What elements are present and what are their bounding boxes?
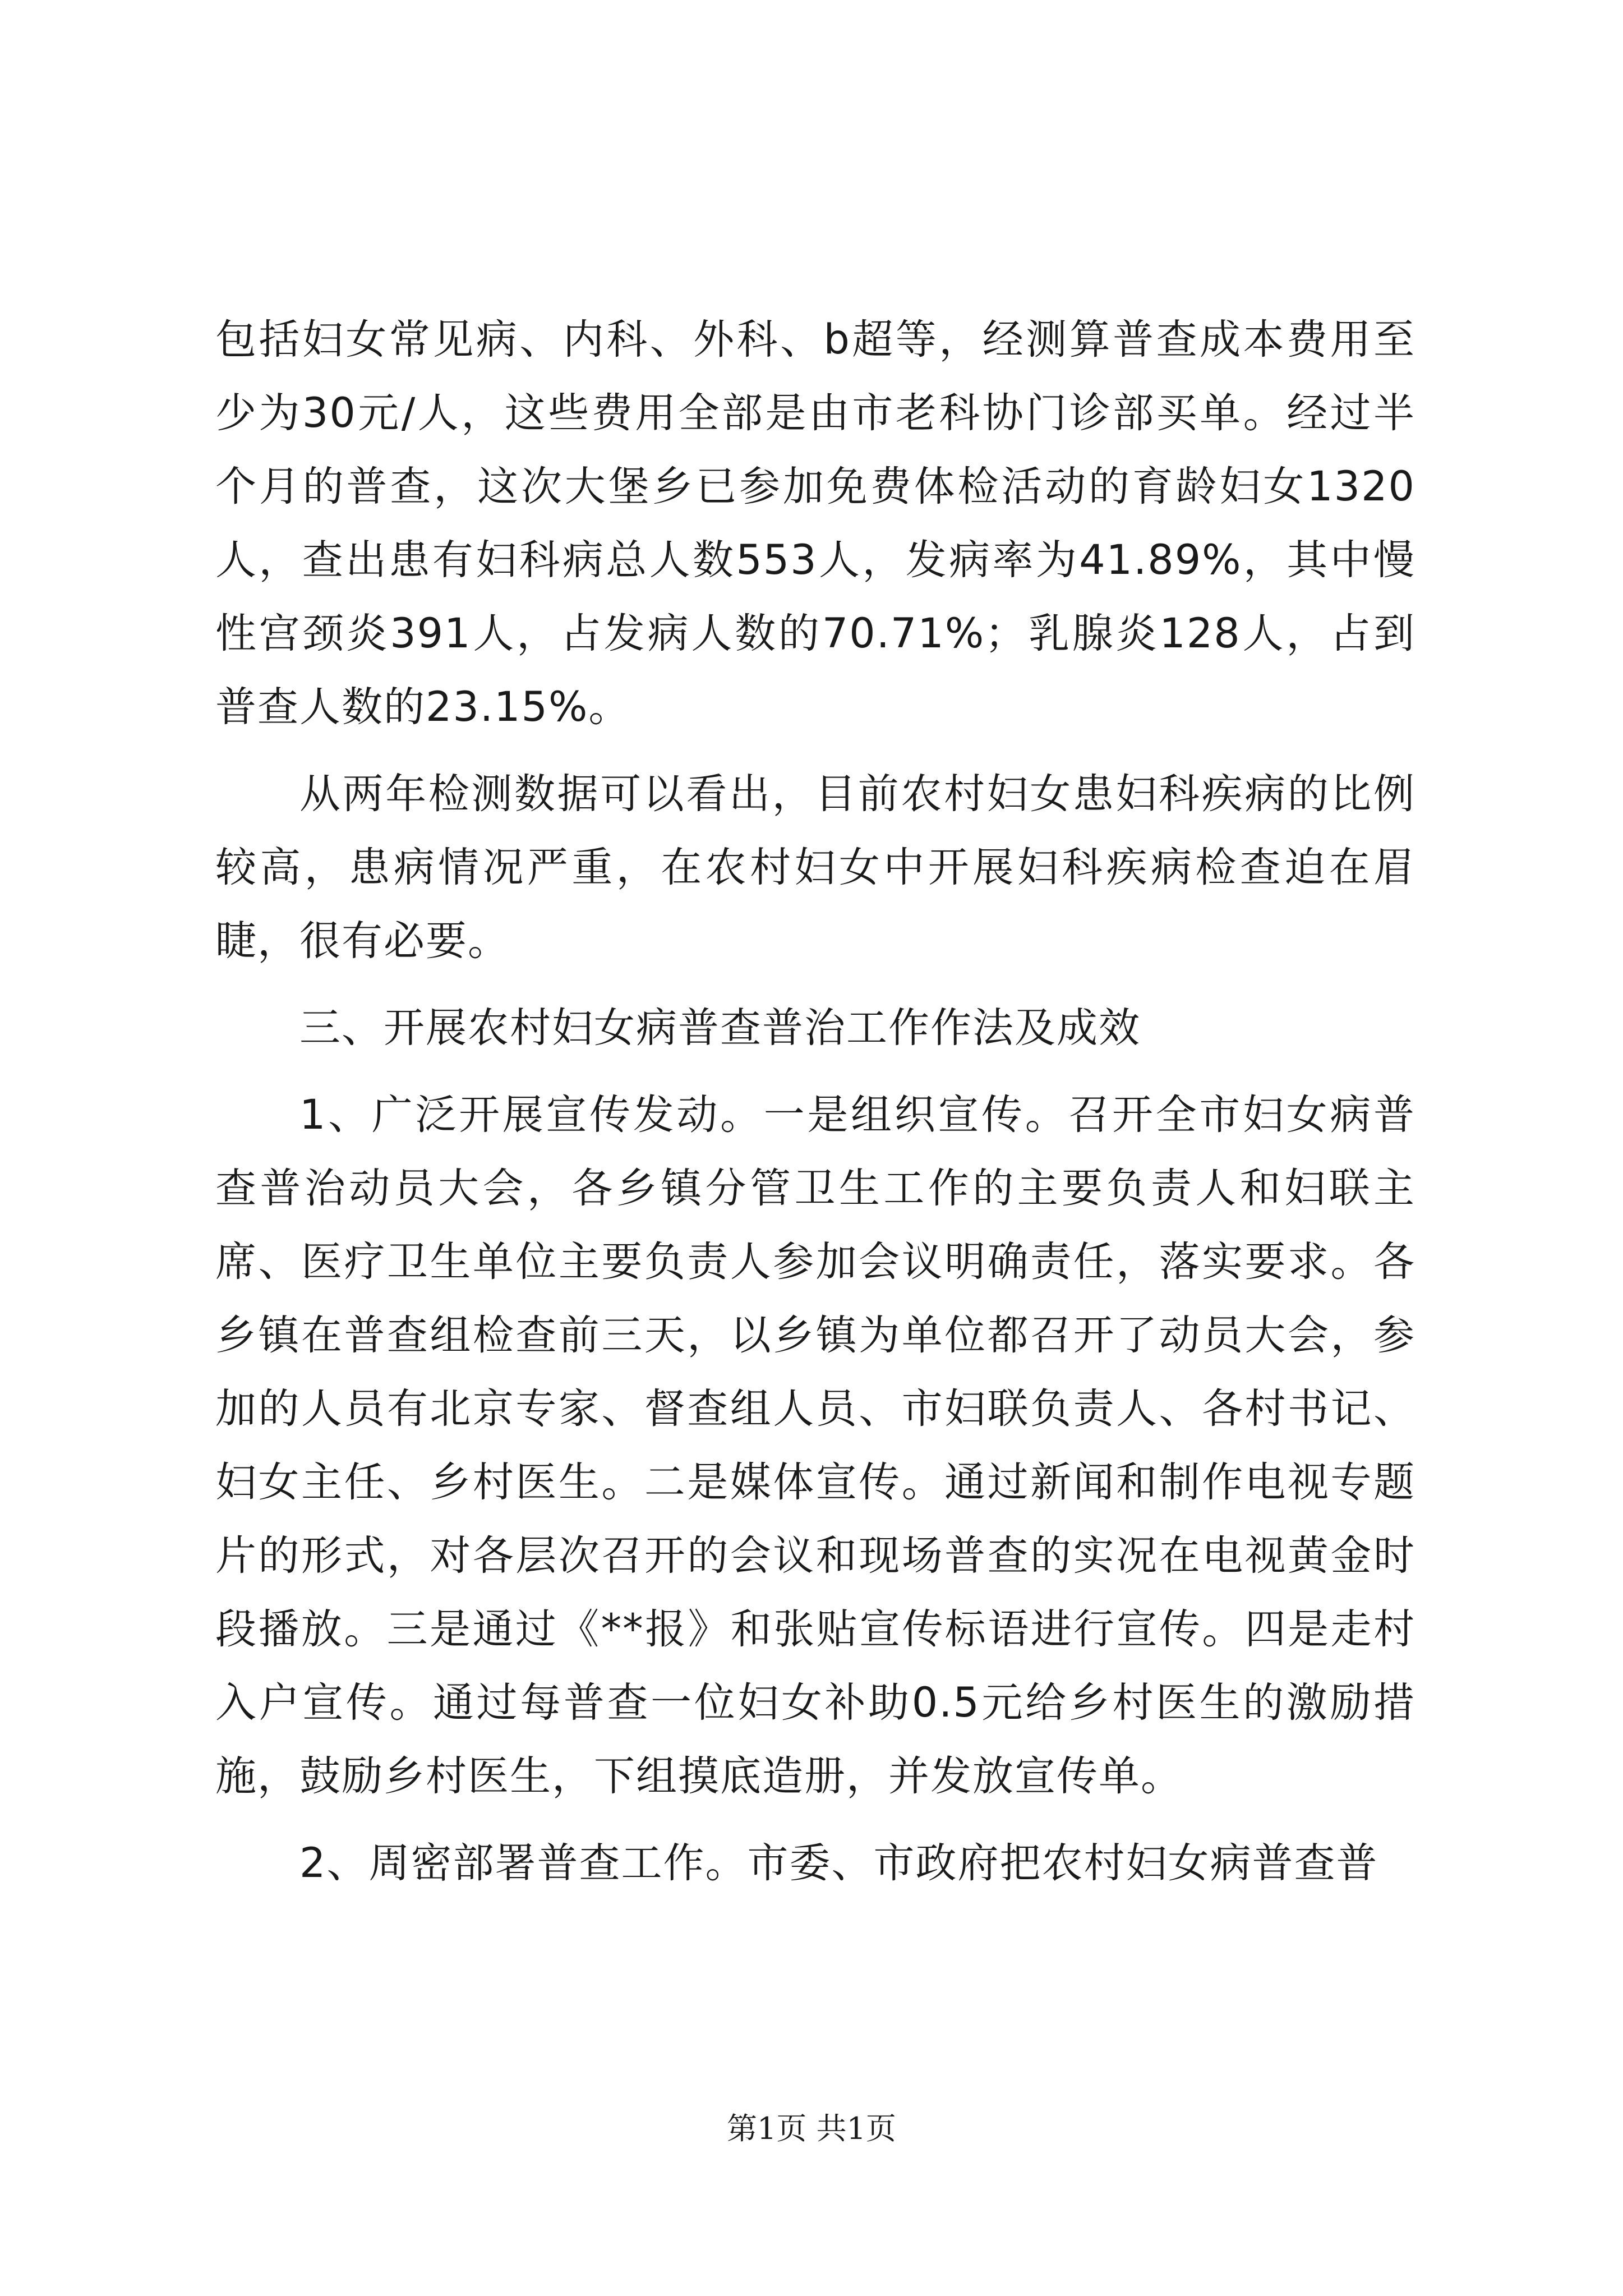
page-number-footer: 第1页 共1页 bbox=[727, 2111, 896, 2146]
document-body bbox=[215, 303, 1415, 1900]
paragraph-data-conclusion: 从两年检测数据可以看出，目前农村妇女患妇科疾病的比例较高，患病情况严重，在农村妇女中开展妇科疾病检查迫在眉睫，很有必要。 bbox=[215, 770, 1415, 965]
section-heading-methods: 三、开展农村妇女病普查普治工作作法及成效 bbox=[299, 1004, 1141, 1052]
paragraph-publicity: 1、广泛开展宣传发动。一是组织宣传。召开全市妇女病普查普治动员大会，各乡镇分管卫生工作的主要负责人和妇联主席、医疗卫生单位主要负责人参加会议明确责任，落实要求。各乡镇在普查组检查前三天，以乡镇为单位都召开了动员大会，参加的人员有北京专家、督查组人员、市妇联负责人、各村书记、妇女主任、乡村医生。二是媒体宣传。通过新闻和制作电视专题片的形式，对各层次召开的会议和现场普查的实况在电视黄金时段播放。三是通过《**报》和张贴宣传标语进行宣传。四是走村入户宣传。通过每普查一位妇女补助0.5元给乡村医生的激励措施，鼓励乡村医生，下组摸底造册，并发放宣传单。 bbox=[215, 1091, 1415, 1800]
paragraph-exam-results: 包括妇女常见病、内科、外科、b超等，经测算普查成本费用至少为30元/人，这些费用全部是由市老科协门诊部买单。经过半个月的普查，这次大堡乡已参加免费体检活动的育龄妇女1320人，查出患有妇科病总人数553人，发病率为41.89%，其中慢性宫颈炎391人，占发病人数的70.71%；乳腺炎128人，占到普查人数的23.15%。 bbox=[215, 316, 1415, 731]
paragraph-deployment: 2、周密部署普查工作。市委、市政府把农村妇女病普查普 bbox=[299, 1839, 1378, 1887]
